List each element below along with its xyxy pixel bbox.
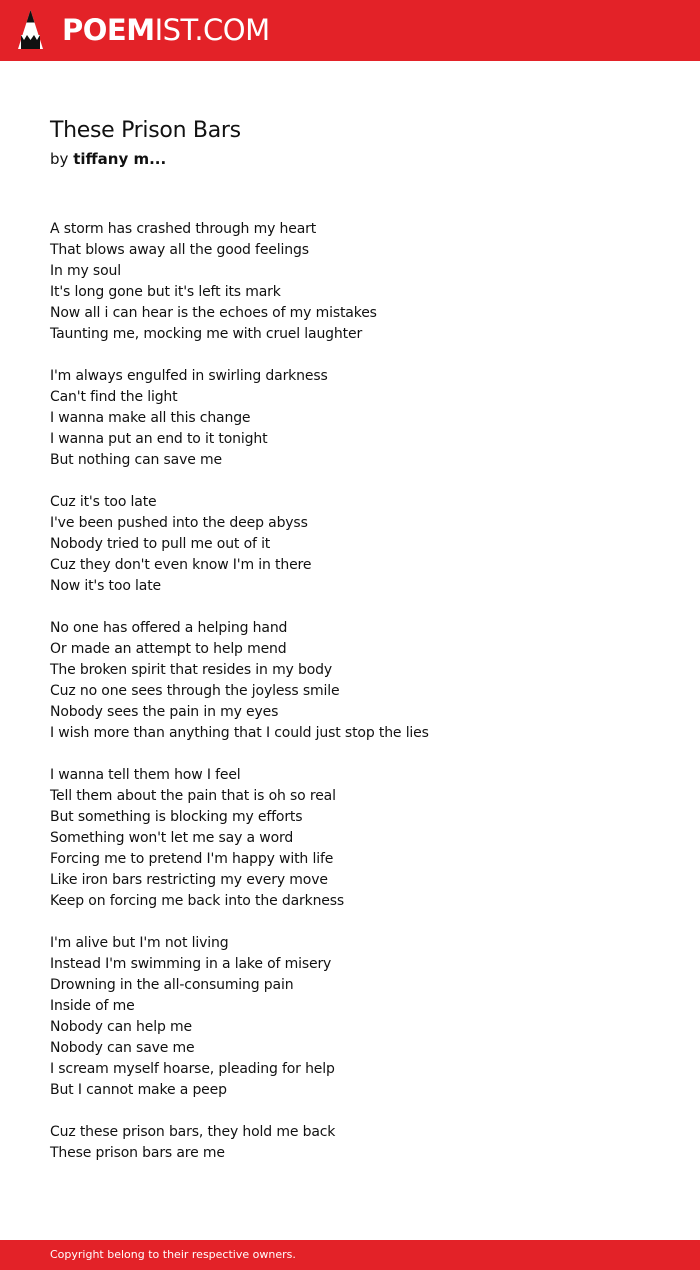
poem-line: In my soul	[50, 263, 121, 279]
site-footer	[0, 1240, 700, 1270]
poem-line: Drowning in the all-consuming pain	[50, 977, 294, 993]
poem-line: These prison bars are me	[50, 1145, 225, 1161]
poem-stanza	[50, 492, 670, 597]
poem-stanza	[50, 618, 670, 744]
poem-stanza	[50, 366, 670, 471]
poem-line: I wanna put an end to it tonight	[50, 431, 268, 447]
poem-stanza	[50, 765, 670, 912]
poem-stanza	[50, 933, 670, 1101]
poem-line: Nobody sees the pain in my eyes	[50, 704, 279, 720]
footer-copyright: Copyright belong to their respective owners.	[50, 1248, 296, 1261]
poem-line: I wanna tell them how I feel	[50, 767, 241, 783]
poem-line: Forcing me to pretend I'm happy with life	[50, 851, 334, 867]
poem-line: Something won't let me say a word	[50, 830, 294, 846]
poem-line: No one has offered a helping hand	[50, 620, 288, 636]
poem-line: Cuz it's too late	[50, 494, 157, 510]
pencil-icon[interactable]	[17, 9, 44, 51]
poem-line: I wanna make all this change	[50, 410, 251, 426]
poem-line: Cuz these prison bars, they hold me back	[50, 1124, 336, 1140]
poem-stanza	[50, 1122, 670, 1164]
poem-line: I'm always engulfed in swirling darkness	[50, 368, 328, 384]
poem-line: A storm has crashed through my heart	[50, 221, 317, 237]
poem-author[interactable]: tiffany m...	[73, 150, 167, 168]
poem-byline	[50, 148, 166, 170]
poem-line: But something is blocking my efforts	[50, 809, 303, 825]
poem-line: Now it's too late	[50, 578, 162, 594]
poem-line: Nobody tried to pull me out of it	[50, 536, 271, 552]
byline-prefix: by	[50, 150, 69, 168]
poem-line: Like iron bars restricting my every move	[50, 872, 328, 888]
poem-line: But I cannot make a peep	[50, 1082, 227, 1098]
poem-line: I'm alive but I'm not living	[50, 935, 229, 951]
poem-line: Or made an attempt to help mend	[50, 641, 287, 657]
poem-line: Nobody can help me	[50, 1019, 192, 1035]
logo-brand-bold: POEM	[62, 13, 155, 47]
logo-brand-light: IST.COM	[154, 13, 270, 47]
poem-line: Cuz no one sees through the joyless smile	[50, 683, 340, 699]
poem-title: These Prison Bars	[50, 118, 241, 143]
site-header	[0, 0, 700, 61]
poem-line: Taunting me, mocking me with cruel laughter	[50, 326, 363, 342]
site-logo[interactable]	[62, 12, 270, 48]
poem-line: I scream myself hoarse, pleading for help	[50, 1061, 335, 1077]
poem-line: Inside of me	[50, 998, 135, 1014]
poem-line: Keep on forcing me back into the darkness	[50, 893, 345, 909]
poem-body	[50, 219, 670, 1164]
poem-line: It's long gone but it's left its mark	[50, 284, 281, 300]
poem-line: Instead I'm swimming in a lake of misery	[50, 956, 332, 972]
poem-line: Can't find the light	[50, 389, 178, 405]
poem-line: Nobody can save me	[50, 1040, 195, 1056]
poem-line: I wish more than anything that I could just stop the lies	[50, 725, 429, 741]
poem-line: Cuz they don't even know I'm in there	[50, 557, 312, 573]
poem-line: But nothing can save me	[50, 452, 222, 468]
poem-line: Tell them about the pain that is oh so real	[50, 788, 336, 804]
poem-line: Now all i can hear is the echoes of my mistakes	[50, 305, 377, 321]
poem-line: I've been pushed into the deep abyss	[50, 515, 308, 531]
poem-line: That blows away all the good feelings	[50, 242, 309, 258]
poem-stanza	[50, 219, 670, 345]
poem-line: The broken spirit that resides in my body	[50, 662, 333, 678]
